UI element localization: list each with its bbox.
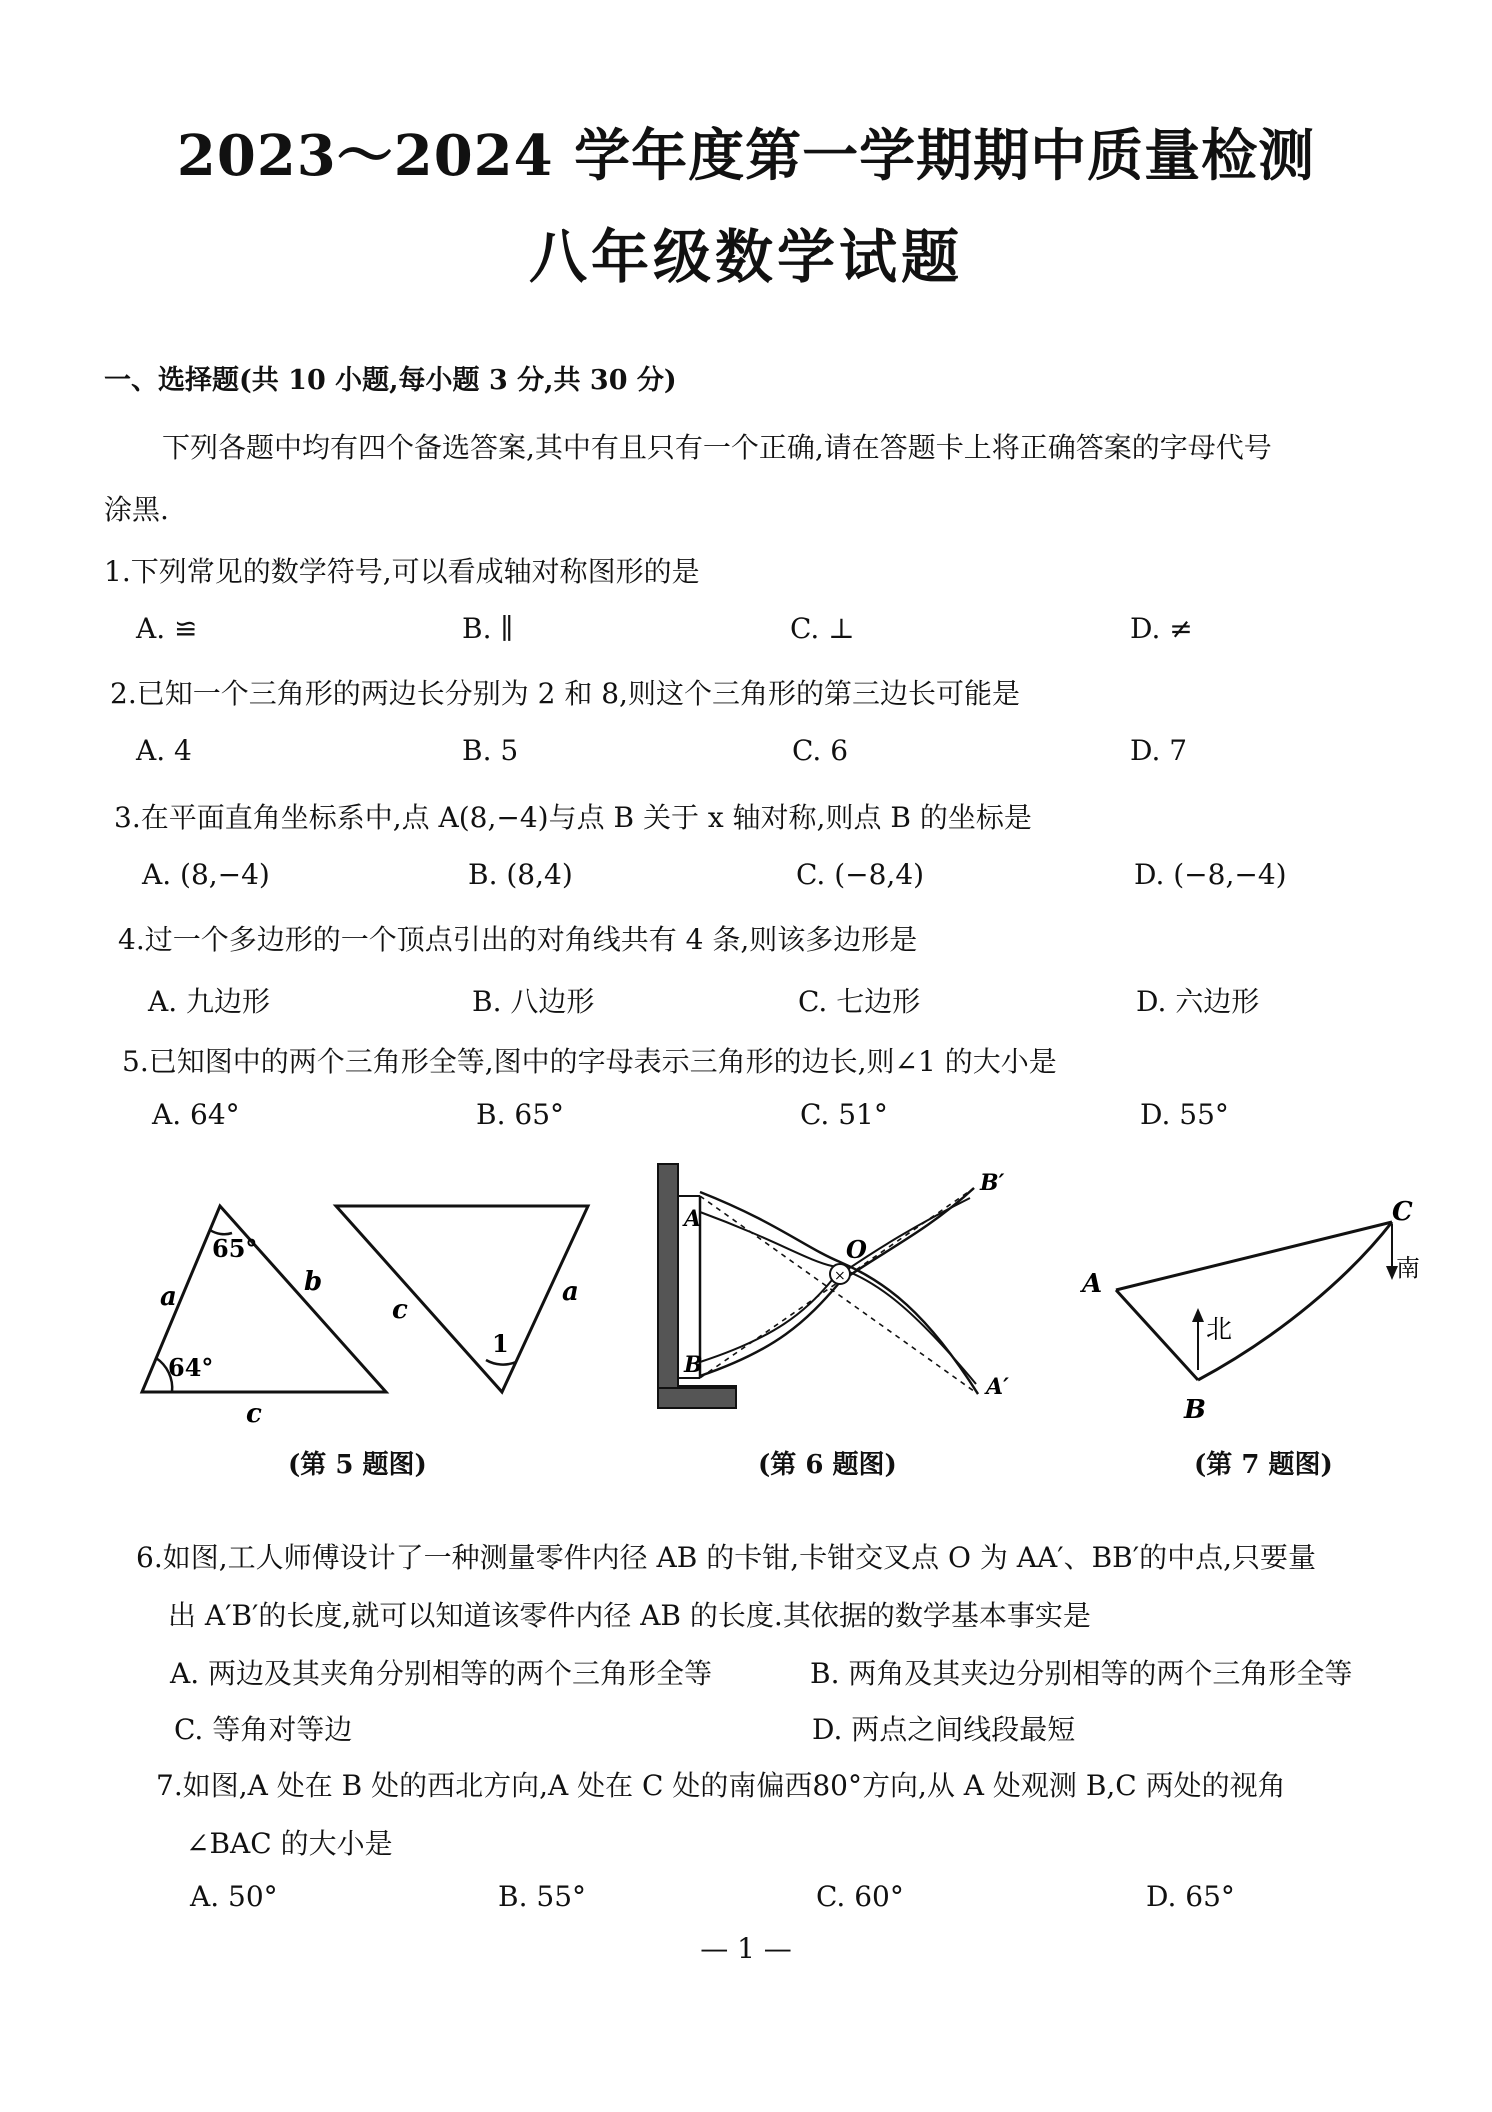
- fig5-side-b: b: [304, 1267, 323, 1297]
- question-3-stem: 3.在平面直角坐标系中,点 A(8,−4)与点 B 关于 x 轴对称,则点 B 的坐标是: [114, 801, 1032, 834]
- fig6-label-b-prime: B′: [980, 1170, 1005, 1196]
- q7-option-b: B. 55°: [498, 1880, 587, 1913]
- fig6-label-o: O: [846, 1235, 867, 1264]
- q5-option-b: B. 65°: [476, 1098, 565, 1131]
- q7-option-d: D. 65°: [1146, 1880, 1235, 1913]
- q2-option-b: B. 5: [462, 734, 519, 767]
- question-6-stem-line-1: 6.如图,工人师傅设计了一种测量零件内径 AB 的卡钳,卡钳交叉点 O 为 AA′、BB′的中点,只要量: [136, 1541, 1316, 1574]
- fig7-label-c: C: [1392, 1197, 1413, 1227]
- fig7-label-south: 南: [1396, 1254, 1420, 1282]
- q6-option-b: B. 两角及其夹边分别相等的两个三角形全等: [810, 1657, 1353, 1690]
- section-heading: 一、选择题(共 10 小题,每小题 3 分,共 30 分): [104, 365, 677, 396]
- fig5-side-a-left: a: [160, 1282, 177, 1312]
- q3-option-c: C. (−8,4): [796, 858, 925, 891]
- q4-option-d: D. 六边形: [1136, 985, 1260, 1018]
- q7-option-c: C. 60°: [816, 1880, 904, 1913]
- instruction-line-2: 涂黑.: [104, 493, 169, 526]
- question-6-stem-line-2: 出 A′B′的长度,就可以知道该零件内径 AB 的长度.其依据的数学基本事实是: [168, 1599, 1091, 1632]
- q4-option-a: A. 九边形: [148, 985, 271, 1018]
- question-4-stem: 4.过一个多边形的一个顶点引出的对角线共有 4 条,则该多边形是: [118, 923, 918, 956]
- question-1-stem: 1.下列常见的数学符号,可以看成轴对称图形的是: [104, 555, 700, 588]
- fig7-label-b: B: [1184, 1395, 1206, 1425]
- exam-title: 2023～2024 学年度第一学期期中质量检测: [176, 123, 1316, 189]
- q5-option-a: A. 64°: [152, 1098, 240, 1131]
- question-2-stem: 2.已知一个三角形的两边长分别为 2 和 8,则这个三角形的第三边长可能是: [110, 677, 1020, 710]
- instruction-line-1: 下列各题中均有四个备选答案,其中有且只有一个正确,请在答题卡上将正确答案的字母代号: [162, 431, 1272, 464]
- question-7-stem-line-2: ∠BAC 的大小是: [186, 1827, 393, 1860]
- fig5-side-c-right: c: [392, 1295, 408, 1325]
- figure-5: [130, 1190, 610, 1430]
- fig5-caption: (第 5 题图): [288, 1450, 427, 1480]
- exam-subtitle: 八年级数学试题: [528, 223, 963, 291]
- q7-option-a: A. 50°: [190, 1880, 278, 1913]
- fig7-caption: (第 7 题图): [1194, 1450, 1333, 1480]
- fig5-side-a-right: a: [562, 1277, 579, 1307]
- fig7-label-north: 北: [1206, 1315, 1233, 1345]
- q6-option-d: D. 两点之间线段最短: [812, 1713, 1076, 1746]
- q2-option-c: C. 6: [792, 734, 849, 767]
- q3-option-b: B. (8,4): [468, 858, 573, 891]
- q5-option-c: C. 51°: [800, 1098, 888, 1131]
- fig6-caption: (第 6 题图): [758, 1450, 897, 1480]
- q5-option-d: D. 55°: [1140, 1098, 1229, 1131]
- figure-6: [656, 1162, 1016, 1422]
- question-5-stem: 5.已知图中的两个三角形全等,图中的字母表示三角形的边长,则∠1 的大小是: [122, 1045, 1057, 1078]
- q1-option-a: A. ≌: [136, 612, 198, 645]
- q3-option-a: A. (8,−4): [142, 858, 270, 891]
- svg-text:×: ×: [834, 1268, 846, 1284]
- fig6-label-a-prime: A′: [986, 1374, 1009, 1400]
- fig5-angle-64: 64°: [168, 1353, 214, 1382]
- q4-option-c: C. 七边形: [798, 985, 921, 1018]
- figure-7: [1080, 1196, 1420, 1426]
- q2-option-d: D. 7: [1130, 734, 1188, 767]
- fig5-right-triangle: [336, 1206, 588, 1392]
- fig6-label-b: B: [684, 1352, 703, 1378]
- q2-option-a: A. 4: [136, 734, 192, 767]
- page-number: — 1 —: [700, 1932, 792, 1965]
- fig5-side-c-left: c: [246, 1399, 262, 1429]
- q1-option-c: C. ⊥: [790, 612, 855, 645]
- fig5-angle-65: 65°: [212, 1234, 258, 1263]
- fig7-label-a: A: [1082, 1269, 1103, 1299]
- q1-option-d: D. ≠: [1130, 612, 1193, 645]
- q3-option-d: D. (−8,−4): [1134, 858, 1287, 891]
- q1-option-b: B. ∥: [462, 612, 514, 645]
- q4-option-b: B. 八边形: [472, 985, 595, 1018]
- question-7-stem-line-1: 7.如图,A 处在 B 处的西北方向,A 处在 C 处的南偏西80°方向,从 A 处观测 B,C 两处的视角: [156, 1769, 1286, 1802]
- fig5-angle-1: 1: [492, 1329, 509, 1358]
- q6-option-a: A. 两边及其夹角分别相等的两个三角形全等: [170, 1657, 713, 1690]
- q6-option-c: C. 等角对等边: [174, 1713, 353, 1746]
- fig6-label-a: A: [684, 1206, 702, 1232]
